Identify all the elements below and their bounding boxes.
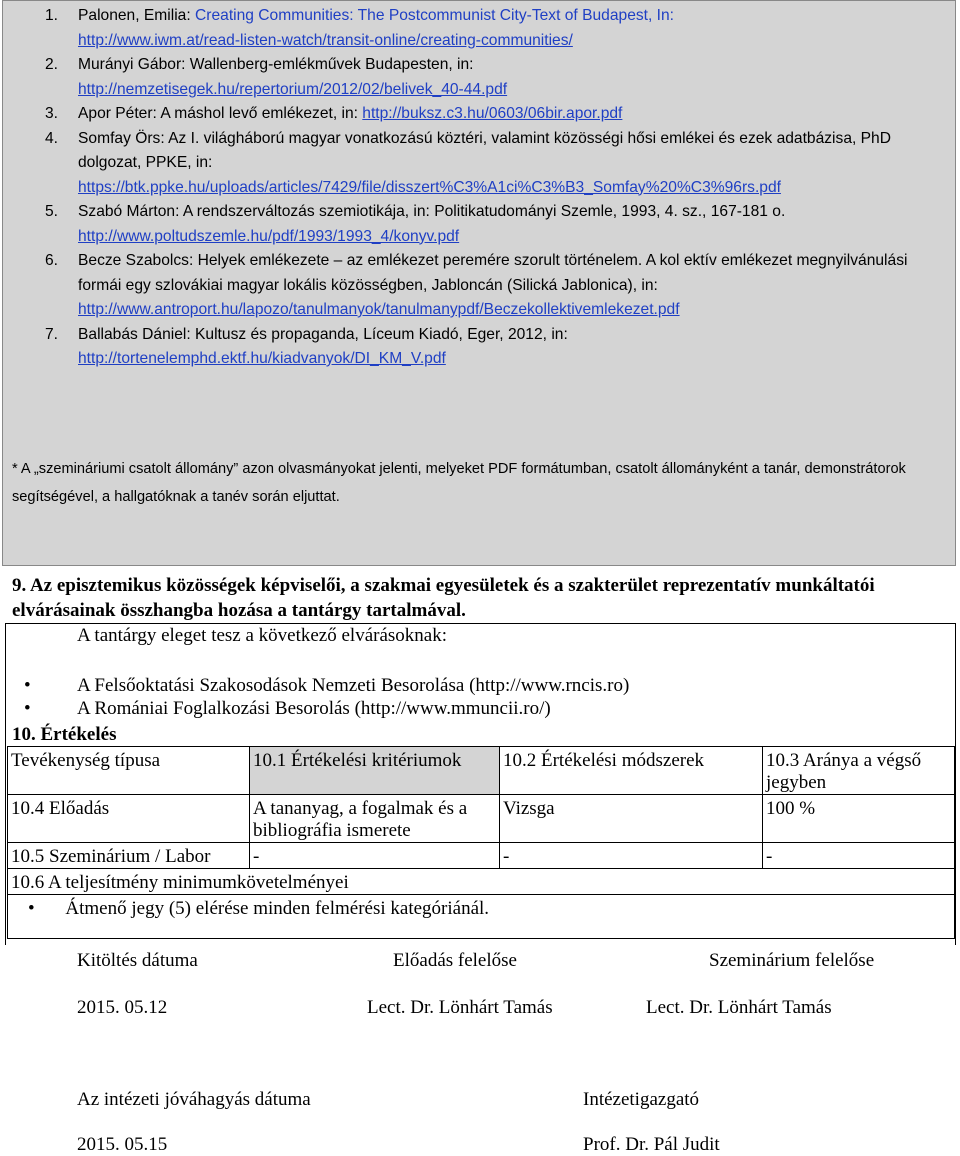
header-cell: 10.2 Értékelési módszerek [500, 747, 763, 795]
lecture-responsible-label: Előadás felelőse [393, 950, 517, 971]
reference-link[interactable]: http://tortenelemphd.ektf.hu/kiadvanyok/DI_KM_V.pdf [78, 350, 446, 367]
seminar-responsible-label: Szeminárium felelőse [709, 950, 875, 971]
table-cell: A tananyag, a fogalmak és a bibliográfia ismerete [250, 795, 500, 843]
requirement-text: A Felsőoktatási Szakosodások Nemzeti Besorolása (http://www.rncis.ro) [77, 675, 630, 696]
table-row [8, 869, 955, 895]
fill-date: 2015. 05.12 [77, 997, 168, 1018]
bullet-icon: • [24, 675, 31, 696]
reference-number: 5. [45, 203, 59, 220]
director-name: Prof. Dr. Pál Judit [583, 1134, 720, 1155]
fill-date-label: Kitöltés dátuma [77, 950, 198, 971]
table-cell: - [500, 843, 763, 869]
section-10-title: 10. Értékelés [12, 724, 117, 745]
section-9-title: 9. Az episztemikus közösségek képviselői, a szakmai egyesületek és a szakterület reprezentatív munkáltatói elvárásainak összhangba hozása a tantárgy tartalmával. [12, 575, 875, 621]
lecture-responsible: Lect. Dr. Lönhárt Tamás [367, 997, 553, 1018]
table-row [8, 895, 955, 939]
reference-item [45, 4, 945, 53]
reference-number: 3. [45, 105, 59, 122]
table-cell: 10.5 Szeminárium / Labor [8, 843, 250, 869]
reference-text: Creating Communities: The Postcommunist City-Text of Budapest, In: [195, 7, 674, 24]
reference-item [45, 102, 945, 127]
requirement-text: A Romániai Foglalkozási Besorolás (http://www.mmuncii.ro/) [77, 698, 551, 719]
reference-text: Ballabás Dániel: Kultusz és propaganda, Líceum Kiadó, Eger, 2012, in: [78, 325, 568, 343]
table-cell: 10.4 Előadás [8, 795, 250, 843]
header-cell: 10.1 Értékelési kritériumok [250, 747, 500, 795]
reference-number: 4. [45, 129, 59, 147]
reference-number: 7. [45, 325, 59, 343]
reference-list [45, 4, 945, 372]
reference-number: 6. [45, 252, 59, 269]
table-cell: - [763, 843, 955, 869]
reference-text: Somfay Örs: Az I. világháború magyar vonatkozású köztéri, valamint közösségi hősi emlékei és ezek adatbázisa, PhD dolgozat, PPKE, in: [78, 129, 891, 171]
table-cell: 100 % [763, 795, 955, 843]
reference-number: 1. [45, 7, 59, 24]
reference-link[interactable]: http://www.poltudszemle.hu/pdf/1993/1993_4/konyv.pdf [78, 227, 460, 245]
reference-link[interactable]: http://www.antroport.hu/lapozo/tanulmanyok/tanulmanypdf/Beczekollektivemlekezet.pdf [78, 301, 680, 318]
reference-text: Murányi Gábor: Wallenberg-emlékművek Budapesten, in: [78, 56, 474, 73]
table-row [8, 795, 955, 843]
reference-item [45, 323, 945, 372]
table-row [8, 843, 955, 869]
min-requirement-text: Átmenő jegy (5) elérése minden felmérési kategóriánál. [65, 898, 490, 919]
reference-number: 2. [45, 56, 59, 73]
header-cell: 10.3 Aránya a végső jegyben [763, 747, 955, 795]
director-label: Intézetigazgató [583, 1089, 700, 1110]
reference-text: Szabó Márton: A rendszerváltozás szemiotikája, in: Politikatudományi Szemle, 1993, 4. sz., 167-181 o. [78, 203, 786, 220]
header-cell: Tevékenység típusa [8, 747, 250, 795]
reference-item [45, 127, 945, 201]
bullet-icon: • [24, 698, 31, 719]
reference-item [45, 53, 945, 102]
table-cell: 10.6 A teljesítmény minimumkövetelményei [8, 869, 955, 895]
reference-link[interactable]: http://nemzetisegek.hu/repertorium/2012/02/belivek_40-44.pdf [78, 80, 508, 98]
approval-date: 2015. 05.15 [77, 1134, 168, 1155]
reference-text: Becze Szabolcs: Helyek emlékezete – az emlékezet peremére szorult történelem. A kol ektív emlékezet megnyilvánulási formái egy szlovákiai magyar lokális közösségben, Jabloncán (Silická Jablonica), in: [78, 252, 908, 294]
reference-item [45, 200, 945, 249]
reference-text: Apor Péter: A máshol levő emlékezet, in: [78, 105, 363, 122]
approval-date-label: Az intézeti jóváhagyás dátuma [77, 1089, 311, 1110]
reference-link[interactable]: https://btk.ppke.hu/uploads/articles/7429/file/disszert%C3%A1ci%C3%B3_Somfay%20%C3%96rs.pdf [78, 178, 781, 196]
attachment-note: * A „szemináriumi csatolt állomány” azon olvasmányokat jelenti, melyeket PDF formátumban, csatolt állományként a tanár, demonstrátorok segítségével, a hallgatóknak a tanév során eljuttat. [12, 461, 906, 505]
bullet-icon: • [28, 898, 35, 919]
requirements-intro: A tantárgy eleget tesz a következő elvárásoknak: [77, 625, 447, 646]
table-cell: - [250, 843, 500, 869]
reference-link[interactable]: http://www.iwm.at/read-listen-watch/transit-online/creating-communities/ [78, 31, 573, 49]
reference-text: Palonen, Emilia: [78, 7, 196, 24]
reference-link[interactable]: http://buksz.c3.hu/0603/06bir.apor.pdf [362, 105, 623, 122]
table-cell: Vizsga [500, 795, 763, 843]
table-header-row [8, 747, 955, 795]
table-cell [8, 895, 955, 939]
evaluation-table [7, 746, 955, 939]
seminar-responsible: Lect. Dr. Lönhárt Tamás [646, 997, 832, 1018]
reference-item [45, 249, 945, 323]
